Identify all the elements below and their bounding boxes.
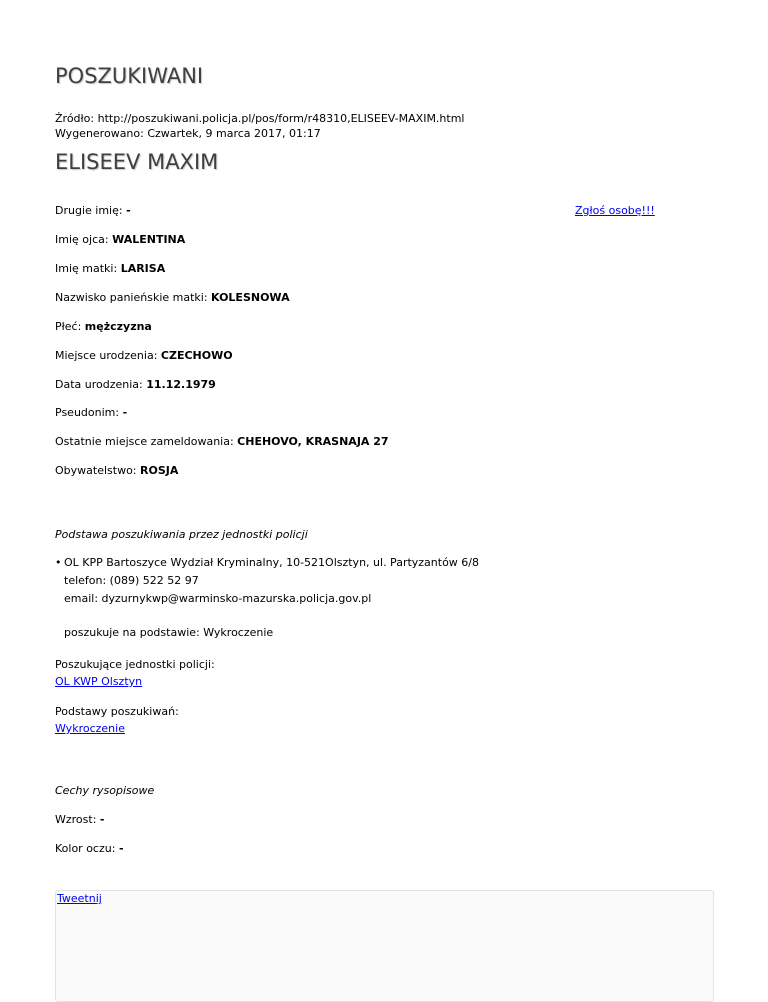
- field-value: -: [122, 406, 128, 419]
- basis-section-title: Podstawa poszukiwania przez jednostki policji: [55, 528, 308, 541]
- features-section-title: Cechy rysopisowe: [55, 784, 155, 797]
- field-value: LARISA: [120, 262, 166, 275]
- field-value: KOLESNOWA: [211, 291, 290, 304]
- field-label: Imię ojca:: [55, 233, 109, 246]
- page-meta: [55, 111, 465, 141]
- tweet-link[interactable]: Tweetnij: [57, 892, 102, 905]
- field-label: Miejsce urodzenia:: [55, 349, 158, 362]
- field-sex: [55, 320, 152, 333]
- searching-unit-link[interactable]: OL KWP Olsztyn: [55, 675, 143, 688]
- field-mother-name: [55, 262, 165, 275]
- field-eye-color: [55, 842, 124, 855]
- field-label: Pseudonim:: [55, 406, 120, 419]
- field-mother-maiden-name: [55, 291, 290, 304]
- field-label: Kolor oczu:: [55, 842, 116, 855]
- field-citizenship: [55, 464, 178, 477]
- unit-email: email: dyzurnykwp@warminsko-mazurska.policja.gov.pl: [64, 592, 372, 605]
- field-value: 11.12.1979: [146, 378, 216, 391]
- generated-date: Czwartek, 9 marca 2017, 01:17: [147, 127, 321, 140]
- field-value: WALENTINA: [112, 233, 186, 246]
- share-box: [55, 890, 714, 1002]
- field-label: Drugie imię:: [55, 204, 123, 217]
- field-label: Obywatelstwo:: [55, 464, 137, 477]
- field-label: Ostatnie miejsce zameldowania:: [55, 435, 234, 448]
- site-title: POSZUKIWANI: [55, 64, 204, 88]
- generated-line: [55, 126, 465, 141]
- field-alias: [55, 406, 127, 419]
- field-height: [55, 813, 105, 826]
- report-person-link[interactable]: Zgłoś osobę!!!: [575, 204, 655, 217]
- searching-units-title: Poszukujące jednostki policji:: [55, 658, 215, 671]
- field-value: -: [99, 813, 105, 826]
- unit-name: OL KPP Bartoszyce Wydział Kryminalny, 10-521Olsztyn, ul. Partyzantów 6/8: [64, 556, 480, 569]
- field-value: -: [126, 204, 131, 217]
- search-grounds-title: Podstawy poszukiwań:: [55, 705, 179, 718]
- list-item: [55, 554, 479, 642]
- search-grounds-link[interactable]: Wykroczenie: [55, 722, 125, 735]
- field-label: Data urodzenia:: [55, 378, 143, 391]
- field-value: mężczyzna: [84, 320, 152, 333]
- field-value: -: [118, 842, 124, 855]
- field-second-name: [55, 204, 131, 217]
- field-father-name: [55, 233, 185, 246]
- field-value: ROSJA: [140, 464, 179, 477]
- field-label: Imię matki:: [55, 262, 118, 275]
- field-label: Wzrost:: [55, 813, 97, 826]
- field-birthplace: [55, 349, 233, 362]
- source-label: Źródło:: [55, 112, 95, 125]
- field-label: Nazwisko panieńskie matki:: [55, 291, 208, 304]
- source-line: [55, 111, 465, 126]
- unit-basis: poszukuje na podstawie: Wykroczenie: [64, 626, 274, 639]
- police-units-list: [55, 554, 479, 642]
- person-name: ELISEEV MAXIM: [55, 150, 219, 174]
- bullet-icon: •: [55, 556, 62, 569]
- field-last-address: [55, 435, 389, 448]
- field-label: Płeć:: [55, 320, 82, 333]
- unit-phone: telefon: (089) 522 52 97: [64, 574, 199, 587]
- source-url: http://poszukiwani.policja.pl/pos/form/r48310,ELISEEV-MAXIM.html: [97, 112, 465, 125]
- field-value: CZECHOWO: [160, 349, 233, 362]
- field-birth-date: [55, 378, 216, 391]
- field-value: CHEHOVO, KRASNAJA 27: [237, 435, 389, 448]
- generated-label: Wygenerowano:: [55, 127, 144, 140]
